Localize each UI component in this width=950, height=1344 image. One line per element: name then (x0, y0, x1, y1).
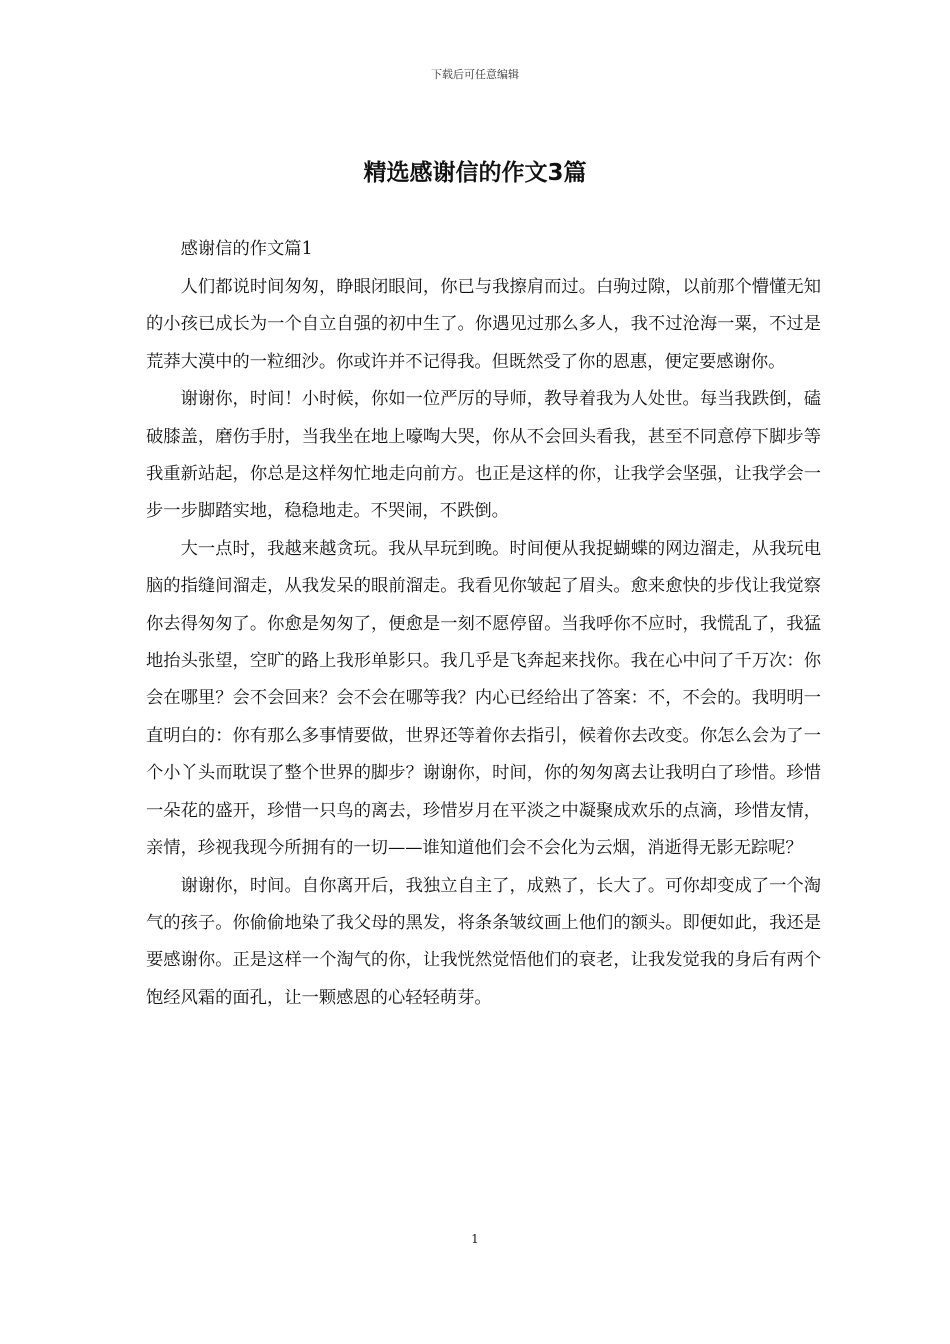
paragraph-1: 人们都说时间匆匆，睁眼闭眼间，你已与我擦肩而过。白驹过隙，以前那个懵懂无知的小孩已成长为一个自立自强的初中生了。你遇见过那么多人，我不过沧海一粟，不过是荒莽大漠中的一粒细沙。你或许并不记得我。但既然受了你的恩惠，便定要感谢你。 (146, 277, 821, 372)
document-body (146, 231, 821, 1017)
page-header: 下载后可任意编辑 (431, 68, 519, 81)
page-number: 1 (471, 1232, 479, 1246)
paragraph-3: 大一点时，我越来越贪玩。我从早玩到晚。时间便从我捉蝴蝶的网边溜走，从我玩电脑的指缝间溜走，从我发呆的眼前溜走。我看见你皱起了眉头。愈来愈快的步伐让我觉察你去得匆匆了。你愈是匆匆了，便愈是一刻不愿停留。当我呼你不应时，我慌乱了，我猛地抬头张望，空旷的路上我形单影只。我几乎是飞奔起来找你。我在心中问了千万次：你会在哪里？会不会回来？会不会在哪等我？内心已经给出了答案：不，不会的。我明明一直明白的：你有那么多事情要做，世界还等着你去指引，候着你去改变。你怎么会为了一个小丫头而耽误了整个世界的脚步？谢谢你，时间，你的匆匆离去让我明白了珍惜。珍惜一朵花的盛开，珍惜一只鸟的离去，珍惜岁月在平淡之中凝聚成欢乐的点滴，珍惜友情，亲情，珍视我现今所拥有的一切——谁知道他们会不会化为云烟，消逝得无影无踪呢？ (146, 538, 821, 859)
section-heading: 感谢信的作文篇1 (180, 239, 313, 259)
paragraph-4: 谢谢你，时间。自你离开后，我独立自主了，成熟了，长大了。可你却变成了一个淘气的孩子。你偷偷地染了我父母的黑发，将条条皱纹画上他们的额头。即便如此，我还是要感谢你。正是这样一个淘气的你，让我恍然觉悟他们的衰老，让我发觉我的身后有两个饱经风霜的面孔，让一颗感恩的心轻轻萌芽。 (146, 875, 821, 1008)
paragraph-2: 谢谢你，时间！小时候，你如一位严厉的导师，教导着我为人处世。每当我跌倒，磕破膝盖，磨伤手肘，当我坐在地上嚎啕大哭，你从不会回头看我，甚至不同意停下脚步等我重新站起，你总是这样匆忙地走向前方。也正是这样的你，让我学会坚强，让我学会一步一步脚踏实地，稳稳地走。不哭闹，不跌倒。 (146, 389, 821, 522)
document-title: 精选感谢信的作文3篇 (363, 160, 587, 186)
